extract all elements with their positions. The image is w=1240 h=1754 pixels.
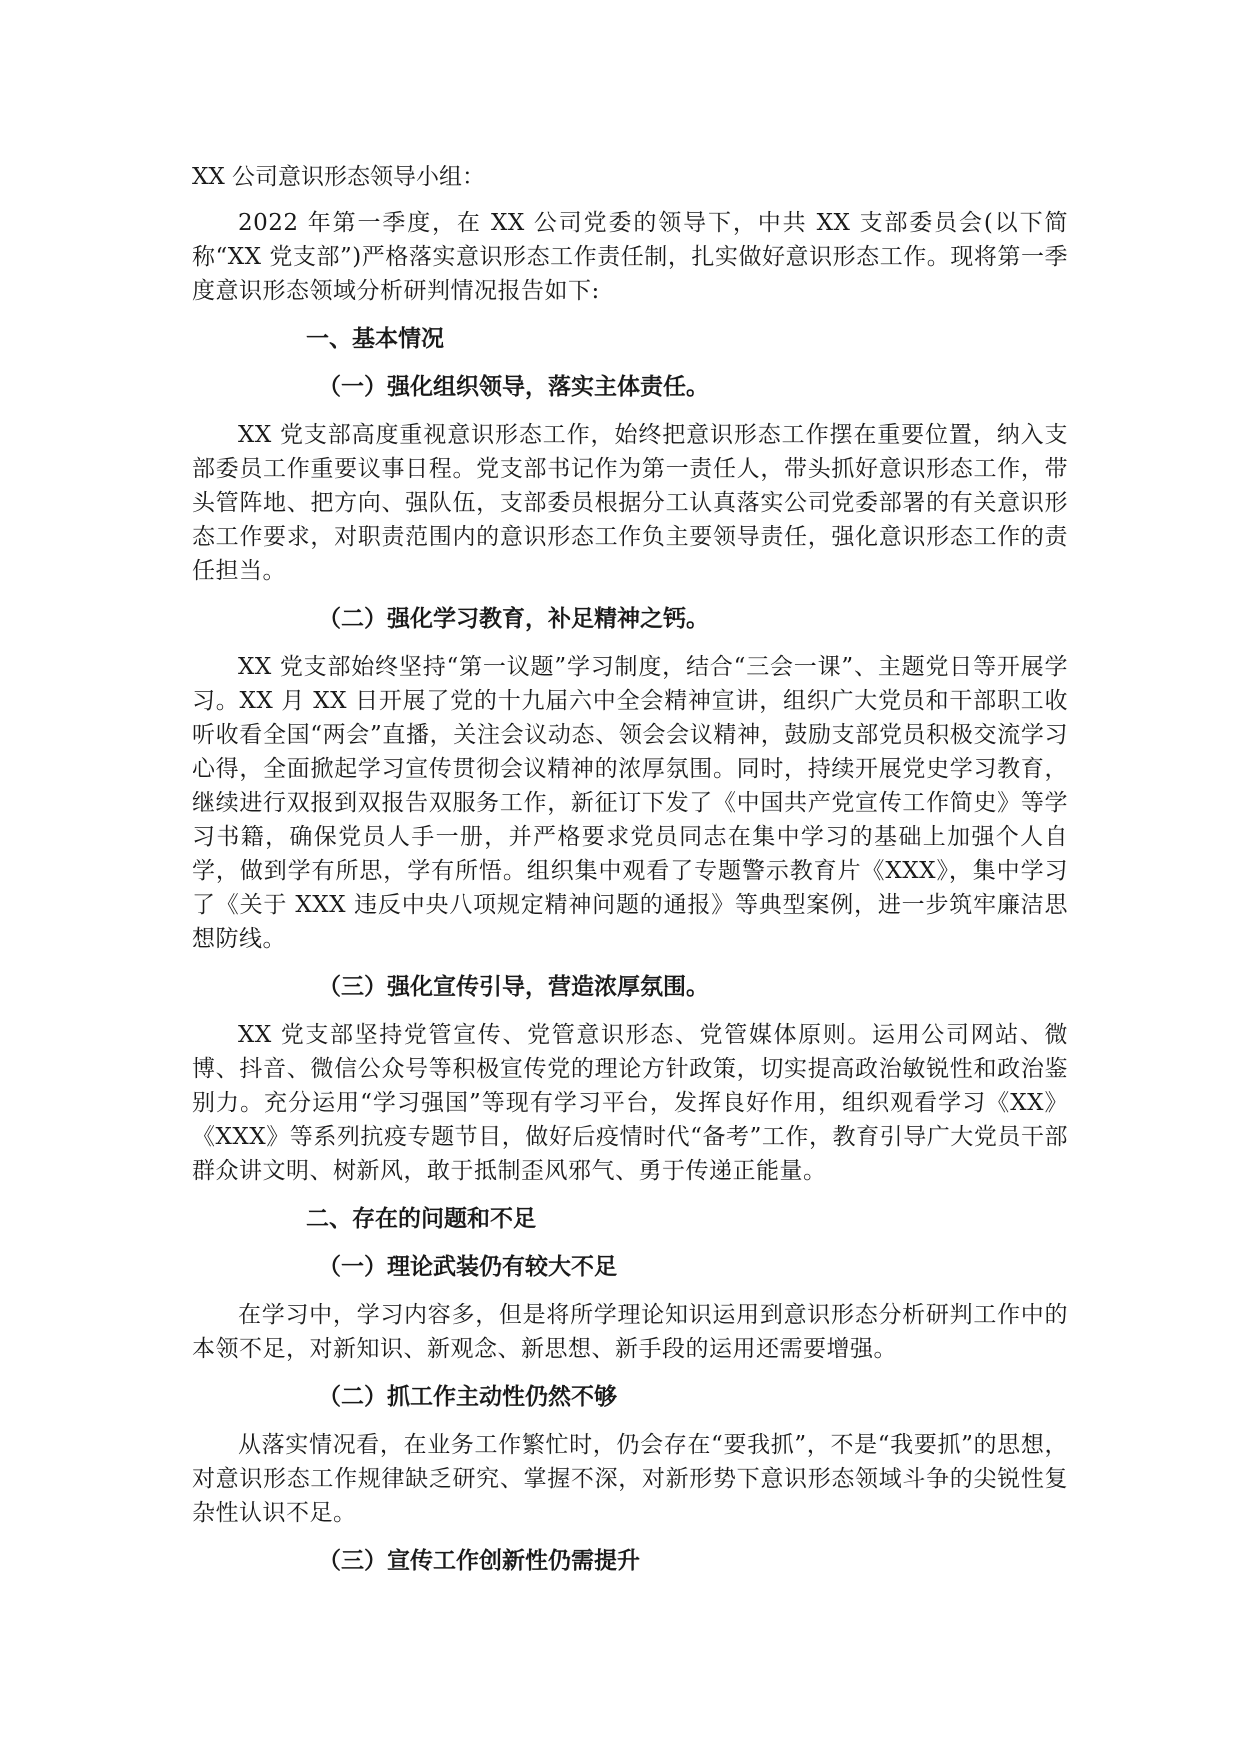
section-2-heading: 二、存在的问题和不足 — [306, 1206, 536, 1232]
section-2-sub-1-heading: （一）理论武装仍有较大不足 — [318, 1254, 617, 1280]
section-1-sub-2-body: XX 党支部始终坚持“第一议题”学习制度，结合“三会一课”、主题党日等开展学习。XX 月 XX 日开展了党的十九届六中全会精神宣讲，组织广大党员和干部职工收听收看全国“两会”直播，关注会议动态、领会会议精神，鼓励支部党员积极交流学习心得，全面掀起学习宣传贯彻会议精神的浓厚氛围。同时，持续开展党史学习教育，继续进行双报到双报告双服务工作，新征订下发了《中国共产党宣传工作简史》等学习书籍，确保党员人手一册，并严格要求党员同志在集中学习的基础上加强个人自学，做到学有所思，学有所悟。组织集中观看了专题警示教育片《XXX》，集中学习了《关于 XXX 违反中央八项规定精神问题的通报》等典型案例，进一步筑牢廉洁思想防线。 — [192, 654, 1068, 952]
document-page — [192, 160, 1068, 1592]
section-2-sub-2-body: 从落实情况看，在业务工作繁忙时，仍会存在“要我抓”，不是“我要抓”的思想，对意识形态工作规律缺乏研究、掌握不深，对新形势下意识形态领域斗争的尖锐性复杂性认识不足。 — [192, 1432, 1068, 1526]
salutation: XX 公司意识形态领导小组： — [192, 164, 486, 190]
section-2-sub-3-heading: （三）宣传工作创新性仍需提升 — [318, 1548, 640, 1574]
section-1-sub-1-heading: （一）强化组织领导，落实主体责任。 — [318, 374, 709, 400]
section-1-sub-3-heading: （三）强化宣传引导，营造浓厚氛围。 — [318, 974, 709, 1000]
section-1-sub-2-heading: （二）强化学习教育，补足精神之钙。 — [318, 606, 709, 632]
section-1-heading: 一、基本情况 — [306, 326, 444, 352]
section-2-sub-2-heading: （二）抓工作主动性仍然不够 — [318, 1384, 617, 1410]
section-2-sub-1-body: 在学习中，学习内容多，但是将所学理论知识运用到意识形态分析研判工作中的本领不足，对新知识、新观念、新思想、新手段的运用还需要增强。 — [192, 1302, 1068, 1362]
intro-paragraph: 2022 年第一季度，在 XX 公司党委的领导下，中共 XX 支部委员会(以下简称“XX 党支部”)严格落实意识形态工作责任制，扎实做好意识形态工作。现将第一季度意识形态领域分析研判情况报告如下: — [192, 210, 1068, 304]
section-1-sub-1-body: XX 党支部高度重视意识形态工作，始终把意识形态工作摆在重要位置，纳入支部委员工作重要议事日程。党支部书记作为第一责任人，带头抓好意识形态工作，带头管阵地、把方向、强队伍，支部委员根据分工认真落实公司党委部署的有关意识形态工作要求，对职责范围内的意识形态工作负主要领导责任，强化意识形态工作的责任担当。 — [192, 422, 1068, 584]
section-1-sub-3-body: XX 党支部坚持党管宣传、党管意识形态、党管媒体原则。运用公司网站、微博、抖音、微信公众号等积极宣传党的理论方针政策，切实提高政治敏锐性和政治鉴别力。充分运用“学习强国”等现有学习平台，发挥良好作用，组织观看学习《XX》《XXX》等系列抗疫专题节目，做好后疫情时代“备考”工作，教育引导广大党员干部群众讲文明、树新风，敢于抵制歪风邪气、勇于传递正能量。 — [192, 1022, 1068, 1184]
